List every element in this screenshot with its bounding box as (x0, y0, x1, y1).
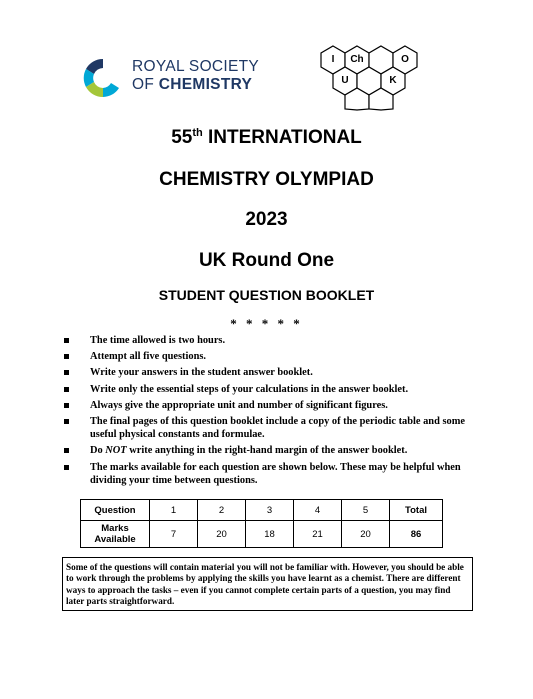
title-booklet: STUDENT QUESTION BOOKLET (158, 287, 375, 303)
table-header-question: Question (81, 500, 150, 521)
bullet-square-icon (64, 419, 69, 424)
title-year: 2023 (245, 209, 288, 230)
marks-label-line2: Available (94, 534, 136, 545)
instruction-text: The time allowed is two hours. (90, 335, 226, 346)
rsc-wordmark (132, 58, 259, 94)
title-chemistry-olympiad: CHEMISTRY OLYMPIAD (159, 169, 374, 190)
table-cell-marks: 21 (294, 521, 342, 548)
icho-hex-label: I (331, 54, 335, 65)
instruction-item (64, 461, 474, 487)
instruction-text (90, 445, 407, 456)
instruction-text: The final pages of this question booklet include a copy of the periodic table and some useful physical constants and formulae. (90, 416, 465, 441)
instructions-list (64, 334, 474, 490)
bullet-square-icon (64, 448, 69, 453)
title-international (0, 127, 533, 149)
rsc-wordmark-chemistry: CHEMISTRY (158, 76, 253, 93)
icho-hex-logo (313, 44, 437, 112)
instruction-text-prefix: Do (90, 445, 106, 457)
instruction-item (64, 334, 474, 347)
table-cell-question: 1 (150, 500, 198, 521)
table-cell-marks: 20 (198, 521, 246, 548)
instruction-text: Write your answers in the student answer booklet. (90, 367, 313, 379)
instruction-item (64, 383, 474, 396)
bullet-square-icon (64, 465, 69, 470)
rsc-logo (80, 55, 260, 101)
bullet-square-icon (64, 354, 69, 359)
icho-hex-label: Ch (350, 54, 364, 65)
instruction-text: Always give the appropriate unit and number of significant figures. (90, 399, 388, 411)
icho-hex-label: U (341, 75, 349, 86)
rsc-logo-mark-icon (80, 55, 126, 101)
bullet-square-icon (64, 403, 69, 408)
bullet-square-icon (64, 387, 69, 392)
title-international-text: INTERNATIONAL (202, 127, 362, 148)
instruction-item (64, 415, 474, 441)
rsc-wordmark-line1: ROYAL SOCIETY (132, 58, 260, 75)
table-cell-question: 5 (342, 500, 390, 521)
title-round: UK Round One (198, 250, 335, 271)
table-row (81, 500, 443, 521)
title-number: 55 (171, 127, 193, 148)
table-cell-question: 2 (198, 500, 246, 521)
table-row (81, 521, 443, 548)
bullet-square-icon (64, 370, 69, 375)
bullet-square-icon (64, 338, 69, 343)
instruction-text: The marks available for each question are shown below. These may be helpful when dividing your time between questions. (90, 461, 461, 486)
divider-stars: * * * * * (230, 316, 303, 331)
table-cell-marks: 7 (150, 521, 198, 548)
table-cell-question: 4 (294, 500, 342, 521)
instruction-text: Attempt all five questions. (90, 351, 207, 363)
table-cell-question: 3 (246, 500, 294, 521)
table-cell-marks: 18 (246, 521, 294, 548)
instruction-text: Write only the essential steps of your calculations in the answer booklet. (90, 383, 409, 395)
table-cell-marks: 20 (342, 521, 390, 548)
instruction-text-suffix: write anything in the right-hand margin of the answer booklet. (126, 445, 408, 457)
table-cell-total-marks: 86 (390, 521, 443, 548)
icho-hex-label: O (401, 54, 409, 65)
marks-table (80, 499, 443, 548)
rsc-wordmark-line2 (132, 76, 259, 94)
instruction-item (64, 366, 474, 379)
instruction-item (64, 444, 474, 457)
table-header-marks (81, 521, 150, 548)
instruction-item (64, 399, 474, 412)
table-header-total: Total (390, 500, 443, 521)
instruction-emphasis-not: NOT (105, 445, 127, 457)
icho-hex-label: K (389, 75, 397, 86)
instruction-item (64, 350, 474, 363)
marks-label-line1: Marks (101, 523, 129, 534)
title-ordinal-suffix: th (192, 127, 203, 139)
rsc-wordmark-of: OF (132, 76, 159, 93)
note-box: Some of the questions will contain material you will not be familiar with. However, you should be able to work through the problems by applying the skills you have learnt as a chemist. There are different ways to approach the tasks – even if you cannot complete certain parts of a question, you may find later parts straightforward. (62, 557, 473, 611)
